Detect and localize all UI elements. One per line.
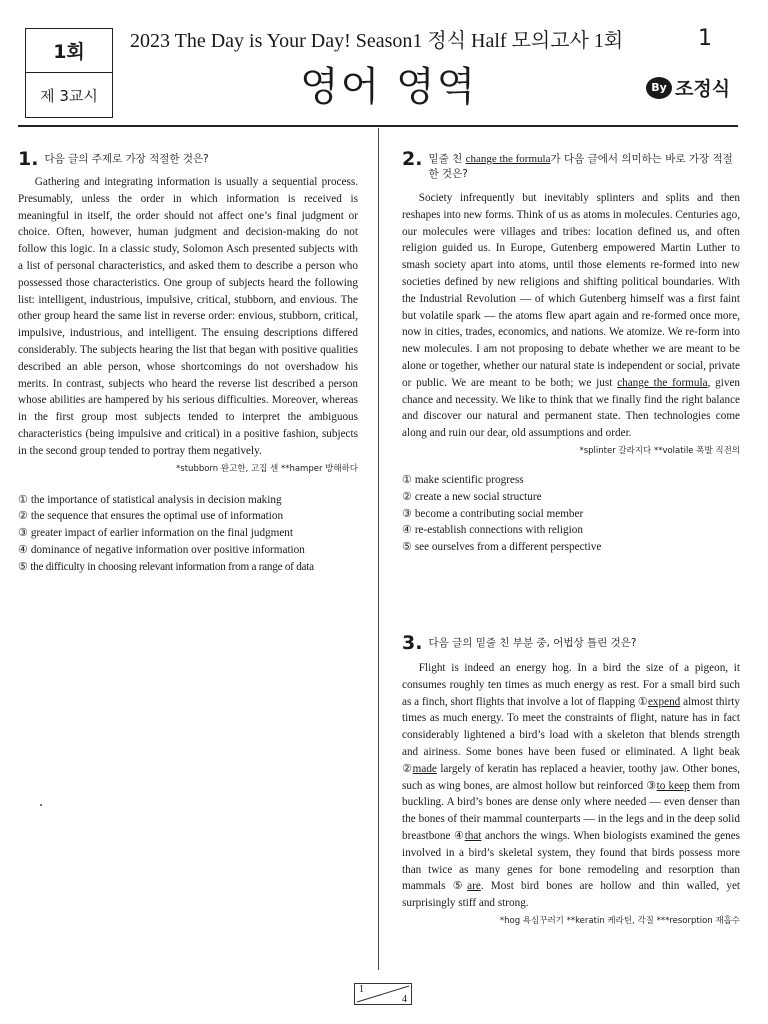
underlined-word-5: are (467, 880, 481, 893)
question-2 (402, 150, 740, 556)
option-list (402, 472, 740, 556)
option-2[interactable]: ② create a new social structure (402, 490, 542, 503)
option-4[interactable]: ④ dominance of negative information over positive information (18, 543, 305, 556)
current-page: 1 (359, 984, 364, 995)
option-5[interactable]: ⑤ see ourselves from a different perspective (402, 541, 602, 554)
underlined-phrase: change the formula (617, 376, 708, 389)
question-prompt: 다음 글의 밑줄 친 부분 중, 어법상 틀린 것은? (428, 637, 637, 649)
marker-2: ② (402, 762, 413, 775)
question-number: 2. (402, 148, 423, 170)
marker-5: ⑤ (452, 880, 468, 893)
period-label: 제 3교시 (40, 86, 98, 105)
option-list (18, 492, 358, 576)
total-pages: 4 (402, 994, 407, 1005)
header-divider (18, 125, 738, 127)
marker-4: ④ (453, 829, 465, 842)
footnote: *splinter 갈라지다 **volatile 폭발 직전의 (579, 445, 740, 456)
scan-mark (40, 804, 42, 806)
exam-title: 2023 The Day is Your Day! Season1 정식 Half 모의고사 1회 (130, 30, 624, 52)
question-number: 3. (402, 632, 423, 654)
option-3[interactable]: ③ greater impact of earlier information on the final judgment (18, 527, 294, 540)
question-1-header (18, 150, 358, 168)
passage: Flight is indeed an energy hog. In a bird the size of a pigeon, it consumes roughly ten times as much energy as rest. For a small bird such as a finch, short flights that involve a lot of flapping ①expend almost thirty times as much energy. To meet the constraints of flight, nature has in fact considerably lightened a bird’s load with a skeleton that blends strength and airiness. Some bones have been fused or eliminated. A light beak ②made largely of keratin has replaced a heavier, toothy jaw. Other bones, such as wing bones, are almost hollow but reinforced ③to keep them from buckling. A bird’s bones are dense only where needed — even denser than the bones of their mammal counterparts — in the legs and in the deep solid breastbone ④that anchors the wings. When biologists examined the genes involved in a bird’s skeletal system, they found that birds possess more than twice as many genes for bone remodeling and resorption than mammals ⑤are. Most bird bones are hollow and thin walled, yet surprisingly stiff and strong. (402, 662, 741, 910)
passage: Society infrequently but inevitably splinters and splits and then reshapes into new forms. Think of us as atoms in molecules. Centuries ago, our molecules were villages and tribes: location defined us, and often religion guided us. In Europe, Gutenberg empowered Martin Luther to smash society apart into atoms, until those elements re-formed into new societies defined by new religions and shifting political boundaries. With the Industrial Revolution — of which Gutenberg himself was a first faint but volatile spark — the atoms flew apart again and re-formed once more, now in cities, trades, economics, and nations. We atomize. We re-form into new molecules. I am not proposing to debate whether we are meant to be alone or together, whether our natural state is independent or social, private or public. We are meant to be both; we just change the formula, given chance and necessity. We like to think that we finally find the right balance and discover our natural and permanent state. Then technologies come along and ruin our dear, old assumptions and order. (402, 192, 741, 440)
underlined-word-2: made (412, 762, 437, 775)
subject-title: 영어 영역 (300, 64, 478, 110)
option-4[interactable]: ④ re-establish connections with religion (402, 524, 583, 537)
option-3[interactable]: ③ become a contributing social member (402, 507, 584, 520)
by-badge-icon: By (646, 77, 672, 99)
underlined-word-3: to keep (656, 779, 690, 792)
author-name: 조정식 (675, 78, 731, 100)
footnote: *hog 욕심꾸러기 **keratin 케라틴, 각질 ***resorption 재흡수 (499, 915, 740, 926)
footnote: *stubborn 완고한, 고집 센 **hamper 방해하다 (176, 463, 358, 474)
column-divider (378, 128, 379, 970)
marker-3: ③ (646, 779, 657, 792)
question-1 (18, 150, 358, 576)
underlined-word-4: that (464, 829, 482, 842)
marker-1: ① (637, 695, 648, 708)
option-2[interactable]: ② the sequence that ensures the optimal use of information (18, 510, 284, 523)
question-2-header (402, 150, 740, 182)
question-3 (402, 634, 740, 926)
author-logo (646, 74, 730, 101)
option-1[interactable]: ① the importance of statistical analysis in decision making (18, 493, 282, 506)
underlined-phrase: change the formula (465, 153, 551, 165)
question-number: 1. (18, 148, 39, 170)
question-prompt: 다음 글의 주제로 가장 적절한 것은? (44, 153, 209, 165)
passage: Gathering and integrating information is usually a sequential process. Presumably, unless the order in which information is received is meaningful in itself, the order should not affect one’s final judgment or choice. Often, however, human judgment and decision-making do not follow this logic. In a classic study, Solomon Asch presented subjects with a list of personal characteristics, and asked them to describe a person who possessed those characteristics. One group of subjects heard the following list: intelligent, industrious, impulsive, critical, stubborn, and envious. The other group heard the same list in reverse order: envious, stubborn, critical, impulsive, industrious, and intelligent. The ensuing descriptions differed considerably. The subjects hearing the list that began with positive qualities described an able person, whose shortcomings do not overshadow his merits. In contrast, subjects who heard the reverse list described a person whose abilities are hampered by his serious difficulties. Moreover, whereas in the first group most subjects tended to interpret the ambiguous characteristics (being impulsive and critical) in a positive fashion, subjects in the second group tended to portray them negatively. (18, 176, 358, 457)
page-number: 1 (698, 26, 712, 51)
option-5[interactable]: ⑤ the difficulty in choosing relevant information from a range of data (18, 560, 314, 573)
option-1[interactable]: ① make scientific progress (402, 473, 524, 486)
question-prompt: 밑줄 친 change the formula가 다음 글에서 의미하는 바로 가장 적절한 것은? (428, 153, 733, 180)
round-label: 1회 (26, 29, 112, 73)
underlined-word-1: expend (647, 695, 681, 708)
page-indicator (354, 983, 412, 1005)
question-3-header (402, 634, 740, 652)
round-box (25, 28, 113, 118)
